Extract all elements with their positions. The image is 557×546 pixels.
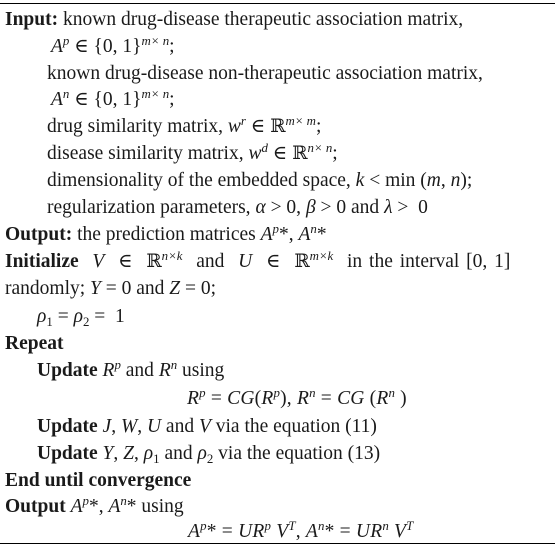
end-until-line bbox=[5, 471, 191, 491]
update-yz-line: Update Y, Z, $\rho_1$ and $\rho_2$ via the equation (13) bbox=[37, 443, 381, 466]
top-rule bbox=[0, 3, 555, 4]
initialize-interval: in the interval [0, 1] bbox=[347, 251, 511, 272]
final-equation: $A^p* = UR^p$ $V^T$, $A^n* = UR^n$ $V^T$ bbox=[188, 518, 414, 542]
update-yz-label: Update bbox=[37, 443, 98, 464]
final-output-line: Output $A^p*$, $A^n*$ using bbox=[5, 493, 184, 517]
input-label: Input: bbox=[5, 9, 59, 30]
output-label: Output: bbox=[5, 224, 73, 245]
update-jwuv-label: Update bbox=[37, 416, 98, 437]
bottom-rule bbox=[0, 543, 555, 544]
update-jwuv-line: Update J, W, U and V via the equation (11) bbox=[37, 416, 377, 437]
nontherapeutic-matrix-def: $A^n$ ∈ {0, 1}$^{m\times n}$; bbox=[51, 86, 175, 110]
update-r-using: using bbox=[182, 360, 225, 381]
update-r-line: Update $R^p$ and $R^n$ using bbox=[37, 357, 225, 381]
disease-similarity-line: disease similarity matrix, $w^d$ ∈ ℝ$^{n\times n}$; bbox=[47, 140, 338, 164]
initialize-line: Initialize V ∈ ℝ$^{n\times k}$ and U ∈ ℝ$^{m\times k}$ in the interval [0, 1] bbox=[5, 248, 511, 272]
drug-similarity-line: drug similarity matrix, $w^r$ ∈ ℝ$^{m\times m}$; bbox=[47, 113, 322, 137]
initialize-randomly: randomly; bbox=[5, 278, 86, 299]
cg-equation: $R^p = CG(R^p)$, $R^n$ = CG ($R^n$ ) bbox=[187, 385, 407, 409]
update-r-label: Update bbox=[37, 360, 98, 381]
dimensionality-desc: dimensionality of the embedded space, bbox=[47, 170, 351, 191]
rho-init-line: $\rho_1 = \rho_2 = 1$ bbox=[37, 306, 125, 329]
input-line bbox=[5, 10, 463, 30]
initialize-label: Initialize bbox=[5, 251, 79, 272]
output-line: Output: the prediction matrices $A^p*$, $A^n*$ bbox=[5, 221, 327, 245]
update-yz-suffix: via the equation (13) bbox=[218, 443, 381, 464]
final-output-label: Output bbox=[5, 496, 66, 517]
update-jwuv-suffix: via the equation (11) bbox=[215, 416, 377, 437]
drug-similarity-desc: drug similarity matrix, bbox=[47, 116, 224, 137]
regularization-desc: regularization parameters, bbox=[47, 197, 251, 218]
final-output-using: using bbox=[141, 496, 184, 517]
repeat-line bbox=[5, 334, 63, 354]
repeat-label: Repeat bbox=[5, 333, 64, 354]
input-therapeutic-desc: known drug-disease therapeutic association matrix, bbox=[63, 9, 464, 30]
end-until-label: End until convergence bbox=[5, 470, 192, 491]
disease-similarity-desc: disease similarity matrix, bbox=[47, 143, 244, 164]
dimensionality-line: dimensionality of the embedded space, k < min (m, n); bbox=[47, 170, 473, 191]
regularization-line: regularization parameters, α > 0, β > 0 and λ > 0 bbox=[47, 197, 428, 218]
output-desc: the prediction matrices bbox=[77, 224, 256, 245]
therapeutic-matrix-def: $A^p$ ∈ {0, 1}$^{m\times n}$; bbox=[51, 33, 175, 57]
input-nontherapeutic-desc: known drug-disease non-therapeutic association matrix, bbox=[47, 63, 483, 84]
input-nontherapeutic-line bbox=[47, 64, 483, 84]
initialize-random-line: randomly; Y = 0 and Z = 0; bbox=[5, 278, 217, 299]
